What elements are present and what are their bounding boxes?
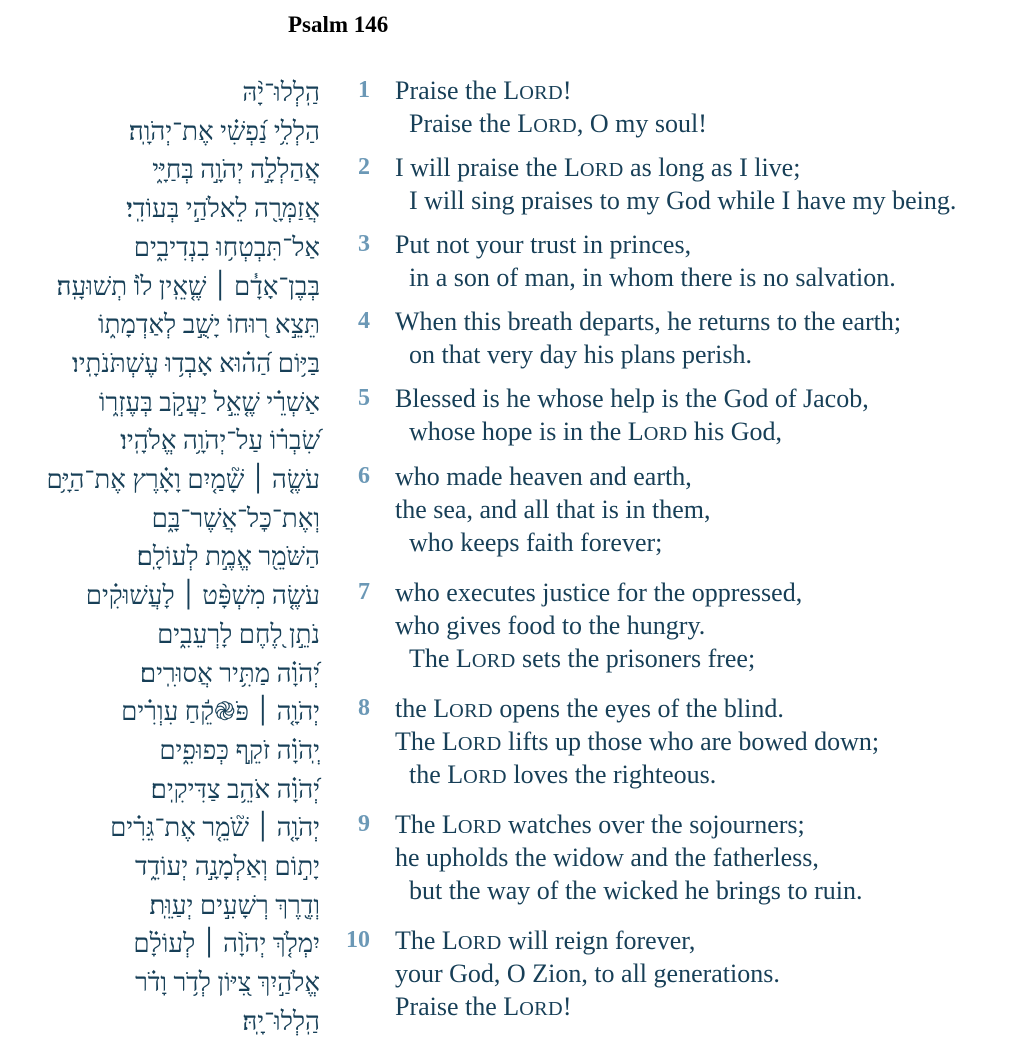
hebrew-line: הַֽלְלוּ־יָֽהּ׃	[242, 1006, 320, 1036]
verse-line	[409, 184, 956, 217]
hebrew-line: שִׂ֝בְר֗וֹ עַל־יְהֹוָ֥ה אֱלֹהָֽיו׃	[120, 426, 320, 456]
verse-text: !	[562, 76, 572, 105]
verse-line	[395, 808, 805, 844]
divine-name-smallcaps: ORD	[579, 159, 624, 181]
verse-text: lifts up those who are bowed down;	[501, 727, 880, 756]
hebrew-line: בְּבֶן־אָדָ֓ם ׀ שֶׁ֤אֵֽין ל֙וֹ תְשׁוּעָֽה׃	[56, 271, 320, 301]
divine-name-smallcaps: ORD	[519, 82, 563, 104]
verse-number: 8	[358, 695, 370, 721]
verse-text: loves the righteous.	[506, 760, 717, 789]
verse-text: he upholds the widow and the fatherless,	[395, 843, 819, 872]
verse-text: who gives food to the hungry.	[395, 611, 706, 640]
hebrew-line: נֹתֵ֣ן לֶ֭חֶם לָרְעֵבִ֑ים	[157, 619, 320, 649]
hebrew-line: אֲזַמְּרָ֖ה לֵאלֹהַ֣י בְּעוֹדִֽי׃	[126, 194, 320, 224]
verse-line	[395, 576, 802, 609]
divine-name-smallcaps: ORD	[463, 766, 507, 788]
verse-text: who made heaven and earth,	[395, 462, 692, 491]
hebrew-line: אֱלֹהַ֣יִךְ צִ֭יּוֹן לְדֹ֥ר וָדֹ֗ר	[135, 968, 320, 998]
verse-text: opens the eyes of the blind.	[492, 694, 784, 723]
verse-text: The L	[395, 810, 458, 839]
verse-text: the L	[409, 760, 464, 789]
verse-line	[395, 305, 901, 338]
divine-name-smallcaps: ORD	[449, 700, 493, 722]
hebrew-line: יָת֣וֹם וְאַלְמָנָ֣ה יְעוֹדֵ֑ד	[135, 852, 320, 881]
verse-number: 2	[358, 154, 370, 180]
verse-line	[395, 990, 572, 1026]
hebrew-line: אַל־תִּבְטְח֥וּ בִנְדִיבִ֑ים	[133, 232, 320, 262]
verse-text: Praise the L	[409, 109, 534, 138]
verse-text: who keeps faith forever;	[409, 528, 663, 557]
verse-number: 7	[358, 579, 370, 605]
verse-text: your God, O Zion, to all generations.	[395, 959, 780, 988]
verse-number: 1	[358, 77, 370, 103]
verse-line	[395, 692, 784, 728]
verse-line	[395, 228, 691, 261]
verse-line	[395, 493, 711, 526]
verse-line	[395, 841, 819, 874]
divine-name-smallcaps: ORD	[457, 932, 502, 954]
verse-number: 3	[358, 231, 370, 257]
verse-line	[395, 382, 869, 415]
verse-text: his God,	[687, 417, 782, 446]
divine-name-smallcaps: ORD	[519, 998, 563, 1020]
verse-text: Blessed is he whose help is the God of Jacob,	[395, 384, 869, 413]
verse-text: The L	[395, 926, 458, 955]
divine-name-smallcaps: ORD	[471, 650, 516, 672]
hebrew-line: יִמְלֹ֤ךְ יְהֹוָ֨ה ׀ לְעוֹלָ֗ם	[133, 929, 320, 959]
hebrew-line: וְדֶ֖רֶךְ רְשָׁעִ֣ים יְעַוֵּֽת׃	[149, 890, 320, 920]
verse-text: I will sing praises to my God while I have my being.	[409, 186, 957, 215]
hebrew-line: הַשֹּׁמֵ֖ר אֱמֶ֣ת לְעוֹלָֽם׃	[136, 542, 320, 572]
hebrew-line: הַלְלִ֥י נַ֝פְשִׁ֗י אֶת־יְהֹוָֽה׃	[128, 116, 320, 146]
verse-line	[409, 874, 862, 907]
hebrew-line: הַֽלְלוּ־יָ֨הּ	[242, 78, 320, 107]
verse-text: The L	[409, 644, 472, 673]
divine-name-smallcaps: ORD	[457, 816, 502, 838]
hebrew-line: אַשְׁרֵ֗י שֶׁ֤אֵ֣ל יַעֲקֹ֣ב בְּעֶזְר֑וֹ	[98, 387, 320, 417]
verse-line	[395, 74, 572, 110]
verse-text: I will praise the L	[395, 153, 580, 182]
verse-text: Praise the L	[395, 992, 520, 1021]
verse-text: the sea, and all that is in them,	[395, 495, 711, 524]
verse-number: 4	[358, 308, 370, 334]
divine-name-smallcaps: ORD	[643, 423, 688, 445]
divine-name-smallcaps: ORD	[457, 733, 502, 755]
hebrew-line: יְֽהֹוָ֗ה זֹקֵ֣ף כְּפוּפִ֑ים	[159, 735, 320, 765]
verse-text: as long as I live;	[623, 153, 801, 182]
verse-line	[395, 725, 879, 761]
verse-text: , O my soul!	[576, 109, 707, 138]
verse-line	[409, 526, 662, 559]
hebrew-line: יְהֹוָ֤ה ׀ פֹּ֎קֵ֬חַ עִוְרִ֗ים	[121, 697, 320, 727]
verse-line	[409, 642, 755, 678]
verse-text: watches over the sojourners;	[501, 810, 805, 839]
hebrew-line: תֵּצֵ֣א ר֭וּחוֹ יָשֻׁ֣ב לְאַדְמָת֑וֹ	[98, 310, 320, 340]
verse-text: Put not your trust in princes,	[395, 230, 692, 259]
verse-text: will reign forever,	[501, 926, 696, 955]
verse-text: on that very day his plans perish.	[409, 340, 752, 369]
verse-number: 9	[358, 811, 370, 837]
hebrew-line: וְאֶת־כׇּל־אֲשֶׁר־בָּ֑ם	[151, 503, 320, 533]
verse-text: Praise the L	[395, 76, 520, 105]
verse-number: 10	[346, 927, 370, 953]
verse-text: who executes justice for the oppressed,	[395, 578, 803, 607]
verse-line	[395, 924, 695, 960]
verse-text: sets the prisoners free;	[515, 644, 756, 673]
verse-line	[409, 758, 716, 794]
verse-text: but the way of the wicked he brings to ruin.	[409, 876, 863, 905]
verse-line	[409, 415, 782, 451]
hebrew-line: יְ֝הֹוָ֗ה אֹהֵ֥ב צַדִּיקִֽים׃	[150, 774, 320, 804]
verse-text: The L	[395, 727, 458, 756]
verse-line	[409, 338, 752, 371]
hebrew-line: בַּיּ֥וֹם הַ֝ה֗וּא אָבְד֥וּ עֶשְׁתֹּנֹתָֽיו׃	[72, 348, 320, 378]
hebrew-line: עֹשֶׂ֤ה ׀ שָׁ֘מַ֤יִם וָאָ֗רֶץ אֶת־הַיָּ֥ם	[46, 465, 320, 494]
verse-line	[409, 107, 707, 143]
hebrew-line: יְהֹוָ֤ה ׀ שֹׁ֘מֵ֤ר אֶת־גֵּרִ֗ים	[110, 813, 320, 843]
divine-name-smallcaps: ORD	[533, 115, 577, 137]
verse-line	[395, 460, 692, 493]
verse-line	[395, 957, 780, 990]
verse-number: 6	[358, 463, 370, 489]
verse-line	[409, 261, 896, 294]
verse-line	[395, 609, 705, 642]
verse-text: When this breath departs, he returns to the earth;	[395, 307, 902, 336]
verse-text: whose hope is in the L	[409, 417, 644, 446]
hebrew-line: אֲהַלְלָ֣ה יְהֹוָ֣ה בְּחַיָּ֑י	[152, 155, 320, 185]
hebrew-line: יְ֝הֹוָ֗ה מַתִּ֥יר אֲסוּרִֽים׃	[139, 658, 320, 688]
page-title: Psalm 146	[288, 12, 389, 37]
verse-text: in a son of man, in whom there is no salvation.	[409, 263, 896, 292]
verse-text: the L	[395, 694, 450, 723]
verse-text: !	[562, 992, 572, 1021]
verse-number: 5	[358, 385, 370, 411]
verse-line	[395, 151, 800, 187]
hebrew-line: עֹשֶׂ֤ה מִשְׁפָּ֨ט ׀ לָעֲשׁוּקִ֗ים	[85, 581, 320, 611]
